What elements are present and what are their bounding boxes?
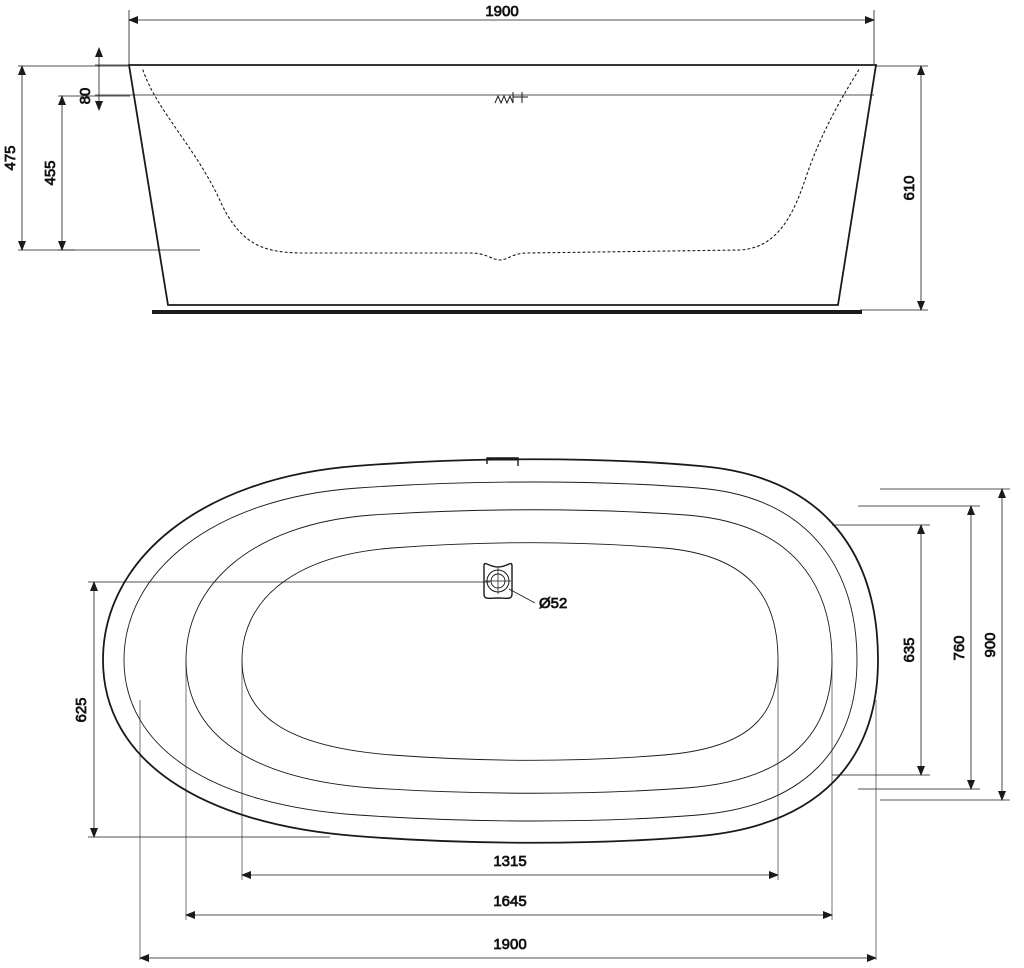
dim-elevation-length-1900 (129, 3, 874, 64)
dim-elevation-depth-475 (2, 66, 128, 250)
dim-label-drain-diameter: Ø52 (539, 595, 568, 612)
dim-plan-length-1315 (242, 853, 778, 875)
plan-bowl-bottom (242, 543, 778, 761)
tub-inner-bowl-hidden-outline (143, 68, 860, 260)
dim-label-610: 610 (901, 175, 918, 201)
drain-leader-line (509, 589, 535, 603)
dim-plan-width-635 (832, 525, 930, 775)
dim-elevation-water-455 (42, 96, 200, 250)
dim-label-760: 760 (951, 635, 968, 661)
dim-label-625: 625 (73, 697, 90, 723)
plan-bowl-top-edge (186, 510, 832, 794)
dim-label-80: 80 (77, 87, 94, 105)
top-plan-view (73, 458, 1010, 960)
dim-plan-width-625 (73, 582, 490, 837)
dim-label-635: 635 (901, 637, 918, 663)
dim-plan-width-900 (880, 489, 1010, 800)
plan-drain-assembly (484, 564, 567, 612)
side-elevation-view (2, 3, 928, 312)
overflow-symbol (495, 92, 528, 103)
dim-label-1645: 1645 (493, 893, 527, 910)
dim-label-1900-bottom: 1900 (493, 936, 527, 953)
dim-label-1315: 1315 (493, 853, 527, 870)
tub-outer-profile (129, 65, 876, 305)
dim-label-1900-top: 1900 (485, 3, 519, 20)
dim-plan-length-1900 (140, 936, 876, 958)
dim-label-455: 455 (42, 160, 59, 186)
plan-outer-rim (103, 459, 878, 843)
plan-rim-inner-line (124, 482, 857, 821)
dim-label-900: 900 (982, 632, 999, 658)
dim-elevation-rim-80 (77, 48, 131, 110)
dim-plan-length-1645 (186, 893, 832, 915)
dim-label-475: 475 (2, 145, 19, 171)
